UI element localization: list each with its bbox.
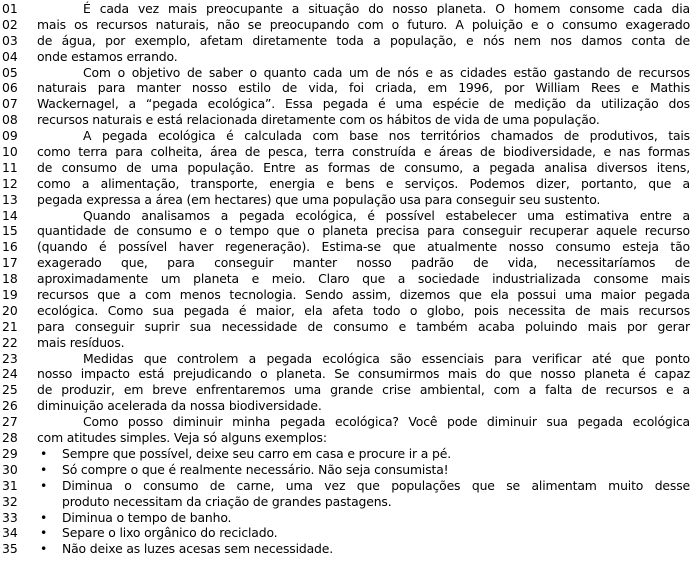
text-line: [0, 398, 697, 414]
line-text: É cada vez mais preocupante a situação do nosso planeta. O homem consome cada dia: [83, 1, 690, 16]
line-number: 11: [2, 159, 18, 175]
text-line: [0, 462, 697, 478]
line-text: produto necessitam da criação de grandes pastagens.: [62, 493, 392, 509]
line-text: diminuição acelerada da nossa biodiversidade.: [37, 398, 322, 414]
text-line: [0, 192, 697, 208]
line-number: 25: [2, 382, 18, 398]
bullet-icon: •: [40, 525, 48, 541]
text-line: [0, 510, 697, 526]
line-number: 07: [2, 96, 18, 112]
line-text: quantidade de consumo e o tempo que o planeta precisa para conseguir recuperar aquele recurso: [37, 223, 690, 239]
text-line: [0, 430, 697, 446]
text-line: [0, 382, 697, 398]
line-number: 08: [2, 112, 18, 128]
line-text: de consumo de uma população. Entre as formas de consumo, a pegada analisa diversos itens,: [37, 159, 690, 175]
line-text: de produzir, em breve enfrentaremos uma grande crise ambiental, com a falta de recursos e a: [37, 382, 690, 398]
text-line: [0, 208, 697, 224]
line-text: Não deixe as luzes acesas sem necessidade.: [62, 541, 334, 557]
text-line: [0, 176, 697, 192]
line-number: 31: [2, 477, 18, 493]
line-text: Diminua o consumo de carne, uma vez que populações que se alimentam muito desse: [62, 477, 690, 493]
line-text: A pegada ecológica é calculada com base nos territórios chamados de produtivos, tais: [83, 128, 690, 144]
line-number: 24: [2, 366, 18, 382]
line-number: 10: [2, 144, 18, 160]
line-number: 04: [2, 48, 18, 64]
text-line: [0, 144, 697, 160]
text-line: [0, 287, 697, 303]
line-number: 02: [2, 16, 18, 32]
text-line: [0, 335, 697, 351]
line-number: 23: [2, 350, 18, 366]
line-text: nosso impacto está prejudicando o planeta. Se consumirmos mais do que nosso planeta é capaz: [37, 366, 690, 382]
bullet-icon: •: [40, 461, 48, 477]
text-line: [0, 494, 697, 510]
line-number: 18: [2, 271, 18, 287]
text-line: [0, 80, 697, 96]
line-text: mais os recursos naturais, não se preocupando com o futuro. A poluição e o consumo exagerado: [37, 16, 690, 32]
line-number: 26: [2, 398, 18, 414]
line-text: aproximadamente um planeta e meio. Claro que a sociedade industrializada consome mais: [37, 271, 690, 287]
text-line: [0, 33, 697, 49]
text-line: [0, 478, 697, 494]
text-line: [0, 160, 697, 176]
line-text: recursos naturais e está relacionada diretamente com os hábitos de vida de uma população.: [37, 112, 600, 128]
line-number: 22: [2, 334, 18, 350]
line-number: 20: [2, 302, 18, 318]
text-line: [0, 17, 697, 33]
line-text: Só compre o que é realmente necessário. Não seja consumista!: [62, 461, 449, 477]
line-text: Com o objetivo de saber o quanto cada um de nós e as cidades estão gastando de recursos: [83, 64, 690, 80]
text-line: [0, 541, 697, 557]
line-number: 05: [2, 64, 18, 80]
line-text: Medidas que controlem a pegada ecológica são essenciais para verificar até que ponto: [83, 350, 690, 366]
text-line: [0, 446, 697, 462]
line-number: 30: [2, 461, 18, 477]
line-number: 17: [2, 255, 18, 271]
line-number: 13: [2, 191, 18, 207]
line-text: naturais para manter nosso estilo de vida, foi criada, em 1996, por William Rees e Mathis: [37, 80, 690, 96]
line-text: Sempre que possível, deixe seu carro em casa e procure ir a pé.: [62, 445, 451, 461]
line-text: mais resíduos.: [37, 334, 125, 350]
line-text: Diminua o tempo de banho.: [62, 509, 232, 525]
line-text: exagerado que, para conseguir manter nosso padrão de vida, necessitaríamos de: [37, 255, 690, 271]
text-line: [0, 96, 697, 112]
text-line: [0, 1, 697, 17]
text-line: [0, 255, 697, 271]
line-number: 19: [2, 287, 18, 303]
bullet-icon: •: [40, 509, 48, 525]
text-line: [0, 128, 697, 144]
line-text: para conseguir suprir sua necessidade de consumo e também acaba poluindo mais por gerar: [37, 318, 690, 334]
line-number: 14: [2, 207, 18, 223]
text-line: [0, 271, 697, 287]
text-line: [0, 112, 697, 128]
line-text: Quando analisamos a pegada ecológica, é possível estabelecer uma estimativa entre a: [83, 207, 690, 223]
line-number: 34: [2, 525, 18, 541]
text-line: [0, 319, 697, 335]
line-number: 03: [2, 32, 18, 48]
line-text: Como posso diminuir minha pegada ecológica? Você pode diminuir sua pegada ecológica: [83, 414, 690, 430]
bullet-icon: •: [40, 477, 48, 493]
text-line: [0, 351, 697, 367]
line-text: de água, por exemplo, afetam diretamente toda a população, e nós nem nos damos conta de: [37, 32, 690, 48]
text-line: [0, 366, 697, 382]
line-number: 32: [2, 493, 18, 509]
line-number: 28: [2, 430, 18, 446]
line-number: 16: [2, 239, 18, 255]
line-number: 21: [2, 318, 18, 334]
bullet-icon: •: [40, 445, 48, 461]
line-number: 35: [2, 541, 18, 557]
line-text: Separe o lixo orgânico do reciclado.: [62, 525, 278, 541]
text-line: [0, 414, 697, 430]
line-text: pegada expressa a área (em hectares) que uma população usa para conseguir seu sustento.: [37, 191, 601, 207]
text-line: [0, 223, 697, 239]
bullet-icon: •: [40, 541, 48, 557]
line-number: 29: [2, 445, 18, 461]
line-number: 01: [2, 1, 18, 16]
text-line: [0, 65, 697, 81]
line-text: ecológica. Como sua pegada é maior, ela afeta todo o globo, pois necessita de mais recursos: [37, 302, 690, 318]
line-number: 33: [2, 509, 18, 525]
line-number: 27: [2, 414, 18, 430]
line-text: com atitudes simples. Veja só alguns exemplos:: [37, 430, 327, 446]
line-text: (quando é possível haver regeneração). Estima-se que atualmente nosso consumo esteja tão: [37, 239, 690, 255]
text-line: [0, 525, 697, 541]
text-line: [0, 303, 697, 319]
line-number: 12: [2, 175, 18, 191]
text-line: [0, 239, 697, 255]
line-text: onde estamos errando.: [37, 48, 178, 64]
line-text: como a alimentação, transporte, energia e bens e serviços. Podemos dizer, portanto, que a: [37, 175, 690, 191]
line-number: 09: [2, 128, 18, 144]
text-line: [0, 49, 697, 65]
line-text: Wackernagel, a “pegada ecológica”. Essa pegada é uma espécie de medição da utilização dos: [37, 96, 690, 112]
line-text: recursos que a com menos tecnologia. Sendo assim, dizemos que ela possui uma maior pegada: [37, 287, 690, 303]
line-number: 06: [2, 80, 18, 96]
line-number: 15: [2, 223, 18, 239]
line-text: como terra para colheita, área de pesca, terra construída e áreas de biodiversidade, e nas formas: [37, 144, 690, 160]
